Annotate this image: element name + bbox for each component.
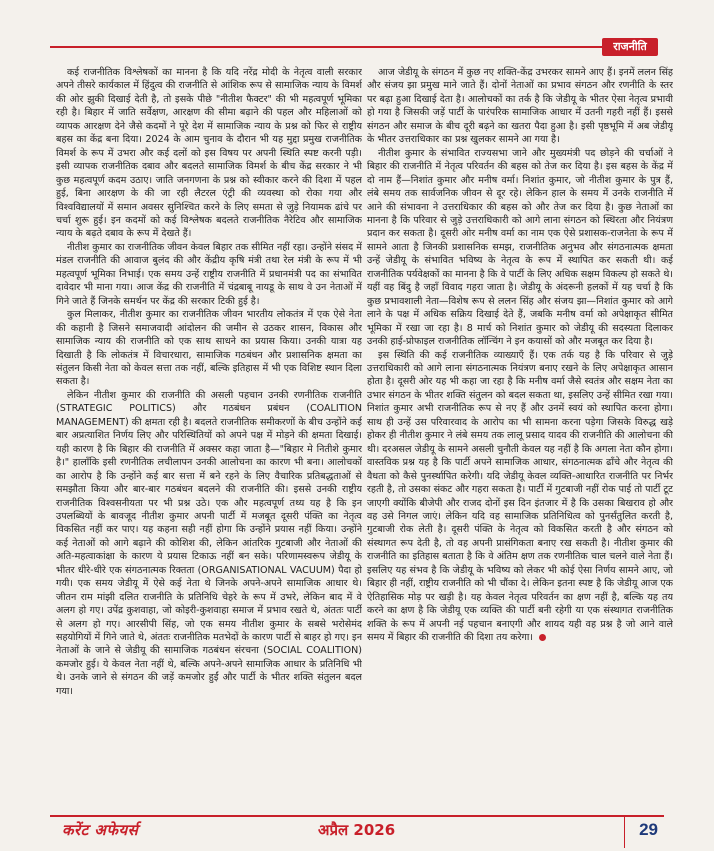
issue-year: 2026 [353, 821, 396, 839]
footer-rule [50, 815, 664, 817]
left-column [56, 66, 362, 804]
paragraph: कुल मिलाकर, नीतीश कुमार का राजनीतिक जीवन भारतीय लोकतंत्र में एक ऐसे नेता की कहानी है जिसने समाजवादी आंदोलन की जमीन से उठकर शासन, विकास और सामाजिक न्याय की राजनीति को एक साथ साधने का प्रयास किया। उनकी यात्रा यह दिखाती है कि लोकतंत्र में विचारधारा, सामाजिक गठबंधन और प्रशासनिक क्षमता का संतुलन किसी नेता को केवल सत्ता तक नहीं, बल्कि इतिहास में भी एक विशिष्ट स्थान दिला सकता है। [56, 309, 362, 388]
paragraph [367, 349, 673, 645]
footer-separator [624, 816, 625, 848]
section-tag: राजनीति [602, 38, 658, 56]
paragraph: नीतीश कुमार के संभावित राज्यसभा जाने और मुख्यमंत्री पद छोड़ने की चर्चाओं ने बिहार की राजनीति में नेतृत्व परिवर्तन की बहस को तेज कर दिया है। इस बहस के केंद्र में दो नाम हैं—निशांत कुमार और मनीष वर्मा। निशांत कुमार, जो नीतीश कुमार के पुत्र हैं, लंबे समय तक सार्वजनिक जीवन से दूर रहे। लेकिन हाल के समय में उनके राजनीति में आने की संभावना ने उत्तराधिकार की बहस को और तेज कर दिया है। कुछ नेताओं का मानना है कि परिवार से जुड़े उत्तराधिकारी को आगे लाना संगठन को स्थिरता और नियंत्रण प्रदान कर सकता है। दूसरी ओर मनीष वर्मा का नाम एक ऐसे प्रशासक-राजनेता के रूप में सामने आता है जिनकी प्रशासनिक समझ, राजनीतिक अनुभव और संगठनात्मक क्षमता उन्हें जेडीयू के संभावित भविष्य के नेतृत्व के रूप में स्थापित कर सकती थी। कई राजनीतिक पर्यवेक्षकों का मानना है कि वे पार्टी के लिए अधिक सक्षम विकल्प हो सकते थे। यहीं वह बिंदु है जहाँ विवाद गहरा जाता है। जेडीयू के अंदरूनी हलकों में यह चर्चा है कि कुछ प्रभावशाली नेता—विशेष रूप से ललन सिंह और संजय झा—निशांत कुमार को आगे लाने के पक्ष में अधिक सक्रिय दिखाई देते हैं, जबकि मनीष वर्मा को अपेक्षाकृत सीमित भूमिका में रखा जा रहा है। 8 मार्च को निशांत कुमार को जेडीयू की सदस्यता दिलाकर उनकी हाई-प्रोफाइल राजनीतिक लॉन्चिंग ने इन कयासों को और मजबूत कर दिया है। [367, 147, 673, 348]
issue-date [318, 820, 395, 840]
paragraph: लेकिन नीतीश कुमार की राजनीति की असली पहचान उनकी रणनीतिक राजनीति (STRATEGIC POLITICS) और गठबंधन प्रबंधन (COALITION MANAGEMENT) की क्षमता रही है। बदलते राजनीतिक समीकरणों के बीच उन्होंने कई बार अप्रत्याशित निर्णय लिए और परिस्थितियों को अपने पक्ष में मोड़ने की क्षमता दिखाई। यही कारण है कि बिहार की राजनीति में अक्सर कहा जाता है—"बिहार मे नितीशे कुमार है।" हालाँकि इसी रणनीतिक लचीलापन उनकी आलोचना का कारण भी बना। आलोचकों का आरोप है कि उन्होंने कई बार सत्ता में बने रहने के लिए वैचारिक प्रतिबद्धताओं से समझौता किया और बार-बार गठबंधन बदलने की राजनीति की। इससे उनकी राष्ट्रीय राजनीतिक विश्वसनीयता पर भी प्रश्न उठे। एक और महत्वपूर्ण तथ्य यह है कि इन उपलब्धियों के बावजूद नीतीश कुमार अपनी पार्टी में मजबूत दूसरी पंक्ति का नेतृत्व विकसित नहीं कर पाए। यह कहना सही नहीं होगा कि उन्होंने प्रयास नहीं किया। उन्होंने कई नेताओं को आगे बढ़ाने की कोशिश की, लेकिन आंतरिक गुटबाजी और नेताओं की अति-महत्वाकांक्षा के कारण ये प्रयास टिकाऊ नहीं बन सके। परिणामस्वरूप जेडीयू के भीतर धीरे-धीरे एक संगठनात्मक रिक्तता (ORGANISATIONAL VACUUM) पैदा हो गयी। एक समय जेडीयू में ऐसे कई नेता थे जिनके अपने-अपने सामाजिक आधार थे। जीतन राम मांझी दलित राजनीति के प्रतिनिधि चेहरे के रूप में उभरे, लेकिन बाद में वे अलग हो गए। उपेंद्र कुशवाहा, जो कोइरी-कुशवाहा समाज में प्रभाव रखते थे, अंततः पार्टी से अलग हो गए। आरसीपी सिंह, जो एक समय नीतीश कुमार के सबसे भरोसेमंद सहयोगियों में गिने जाते थे, अंततः राजनीतिक मतभेदों के कारण पार्टी से बाहर हो गए। इन नेताओं के जाने से जेडीयू की सामाजिक गठबंधन संरचना (SOCIAL COALITION) कमजोर हुई। ये केवल नेता नहीं थे, बल्कि अपने-अपने सामाजिक आधार के प्रतिनिधि भी थे। उनके जाने से संगठन की जड़ें कमजोर हुईं और पार्टी के भीतर शक्ति संतुलन बदल गया। [56, 389, 362, 697]
paragraph: नीतीश कुमार का राजनीतिक जीवन केवल बिहार तक सीमित नहीं रहा। उन्होंने संसद में मंडल राजनीति की आवाज बुलंद की और केंद्रीय कृषि मंत्री तथा रेल मंत्री के रूप में भी महत्वपूर्ण भूमिका निभाई। एक समय उन्हें राष्ट्रीय राजनीति में प्रधानमंत्री पद का संभावित दावेदार भी माना गया। आज केंद्र की राजनीति में चंद्रबाबू नायडू के साथ वे उन नेताओं में गिने जाते हैं जिनके समर्थन पर केंद्र की सरकार टिकी हुई है। [56, 241, 362, 307]
paragraph: कई राजनीतिक विश्लेषकों का मानना है कि यदि नरेंद्र मोदी के नेतृत्व वाली सरकार अपने तीसरे कार्यकाल में हिंदुत्व की राजनीति से आंशिक रूप से सामाजिक न्याय के विमर्श की ओर झुकी दिखाई देती है, तो इसके पीछे "नीतीश फैक्टर" की भी महत्वपूर्ण भूमिका रही है। बिहार में जाति सर्वेक्षण, आरक्षण की सीमा बढ़ाने की पहल और महिलाओं को व्यापक आरक्षण देने जैसे कदमों ने पूरे देश में सामाजिक न्याय के प्रश्न को फिर से राष्ट्रीय बहस का केंद्र बना दिया। 2024 के आम चुनाव के दौरान भी यह मुद्दा प्रमुख राजनीतिक विमर्श के रूप में उभरा और कई दलों को इस विषय पर अपनी स्थिति स्पष्ट करनी पड़ी। इसी व्यापक राजनीतिक दबाव और बदलते सामाजिक विमर्श के बीच केंद्र सरकार ने भी कुछ महत्वपूर्ण कदम उठाए। जाति जनगणना के प्रश्न को स्वीकार करने की दिशा में पहल हुई, बिना आरक्षण के की जा रही लैटरल एंट्री की व्यवस्था को रोका गया और विश्वविद्यालयों में समान अवसर सुनिश्चित करने के लिए समता से जुड़े नियामक ढांचे पर चर्चा शुरू हुई। इन कदमों को कई विश्लेषक बदलते राजनीतिक नैरेटिव और सामाजिक न्याय के बढ़ते दबाव के रूप में देखते हैं। [56, 67, 362, 240]
magazine-logo: करेंट अफेयर्स [62, 821, 139, 839]
paragraph-text: इस स्थिति की कई राजनीतिक व्याख्याएँ हैं। एक तर्क यह है कि परिवार से जुड़े उत्तराधिकारी को आगे लाना संगठनात्मक नियंत्रण बनाए रखने के लिए अपेक्षाकृत आसान होता है। दूसरी ओर यह भी कहा जा रहा है कि मनीष वर्मा जैसे स्वतंत्र और सक्षम नेता का उभार संगठन के भीतर शक्ति संतुलन को बदल सकता था, इसलिए उन्हें सीमित रखा गया। निशांत कुमार अभी राजनीतिक रूप से नए हैं और उनमें स्वयं को स्थापित करना होगा। साथ ही उन्हें उस परिवारवाद के आरोप का भी सामना करना पड़ेगा जिसके विरुद्ध खड़े होकर ही नीतीश कुमार ने लंबे समय तक लालू प्रसाद यादव की राजनीति की आलोचना की थी। दरअसल जेडीयू के सामने असली चुनौती केवल यह नहीं है कि अगला नेता कौन होगा। वास्तविक प्रश्न यह है कि पार्टी अपने सामाजिक आधार, संगठनात्मक ढाँचे और नेतृत्व की वैधता को कैसे पुनर्स्थापित करेगी। यदि जेडीयू केवल व्यक्ति-आधारित राजनीति पर निर्भर रहती है, तो उसका संकट और गहरा सकता है। पार्टी में गुटबाजी नहीं रोक पाई तो पार्टी टूट जाएगी क्योंकि बीजेपी और राजद दोनों इस दिन इंतजार में है कि उसका बिखराव हो और वह उसे निगल जाएं। लेकिन यदि वह सामाजिक प्रतिनिधित्व को पुनर्संतुलित करती है, गुटबाजी रोक लेती है। दूसरी पंक्ति के नेतृत्व को विकसित करती है और संगठन को संस्थागत रूप देती है, तो वह अपनी प्रासंगिकता बनाए रख सकती है। नीतीश कुमार की राजनीति का इतिहास बताता है कि वे अंतिम क्षण तक रणनीतिक चाल चलने वाले नेता हैं। इसलिए यह संभव है कि जेडीयू के भविष्य को लेकर भी कोई ऐसा निर्णय सामने आए, जो बिहार ही नहीं, राष्ट्रीय राजनीति को भी चौंका दे। लेकिन इतना स्पष्ट है कि जेडीयू आज एक ऐतिहासिक मोड़ पर खड़ी है। यह केवल नेतृत्व परिवर्तन का क्षण नहीं है, बल्कि यह तय करने का क्षण है कि जेडीयू एक व्यक्ति की पार्टी बनी रहेगी या एक संस्थागत राजनीतिक शक्ति के रूप में अपनी नई पहचान बनाएगी और शायद यही वह प्रश्न है जो आने वाले समय में बिहार की राजनीति की दिशा तय करेगा। [367, 349, 673, 644]
end-mark-icon [539, 634, 546, 641]
page-number: 29 [639, 820, 658, 839]
issue-month: अप्रैल [318, 821, 349, 839]
right-column [367, 66, 673, 804]
paragraph: आज जेडीयू के संगठन में कुछ नए शक्ति-केंद्र उभरकर सामने आए हैं। इनमें ललन सिंह और संजय झा प्रमुख माने जाते हैं। दोनों नेताओं का प्रभाव संगठन और रणनीति के स्तर पर बढ़ा हुआ दिखाई देता है। आलोचकों का तर्क है कि जेडीयू के भीतर ऐसा नेतृत्व प्रभावी हो गया है जिसकी जड़ें पार्टी के पारंपरिक सामाजिक आधार में उतनी गहरी नहीं हैं। इससे संगठन और समाज के बीच दूरी बढ़ने का खतरा पैदा हुआ है। इसी पृष्ठभूमि में अब जेडीयू के भीतर उत्तराधिकार का प्रश्न खुलकर सामने आ गया है। [367, 67, 673, 146]
header-rule [50, 46, 618, 48]
